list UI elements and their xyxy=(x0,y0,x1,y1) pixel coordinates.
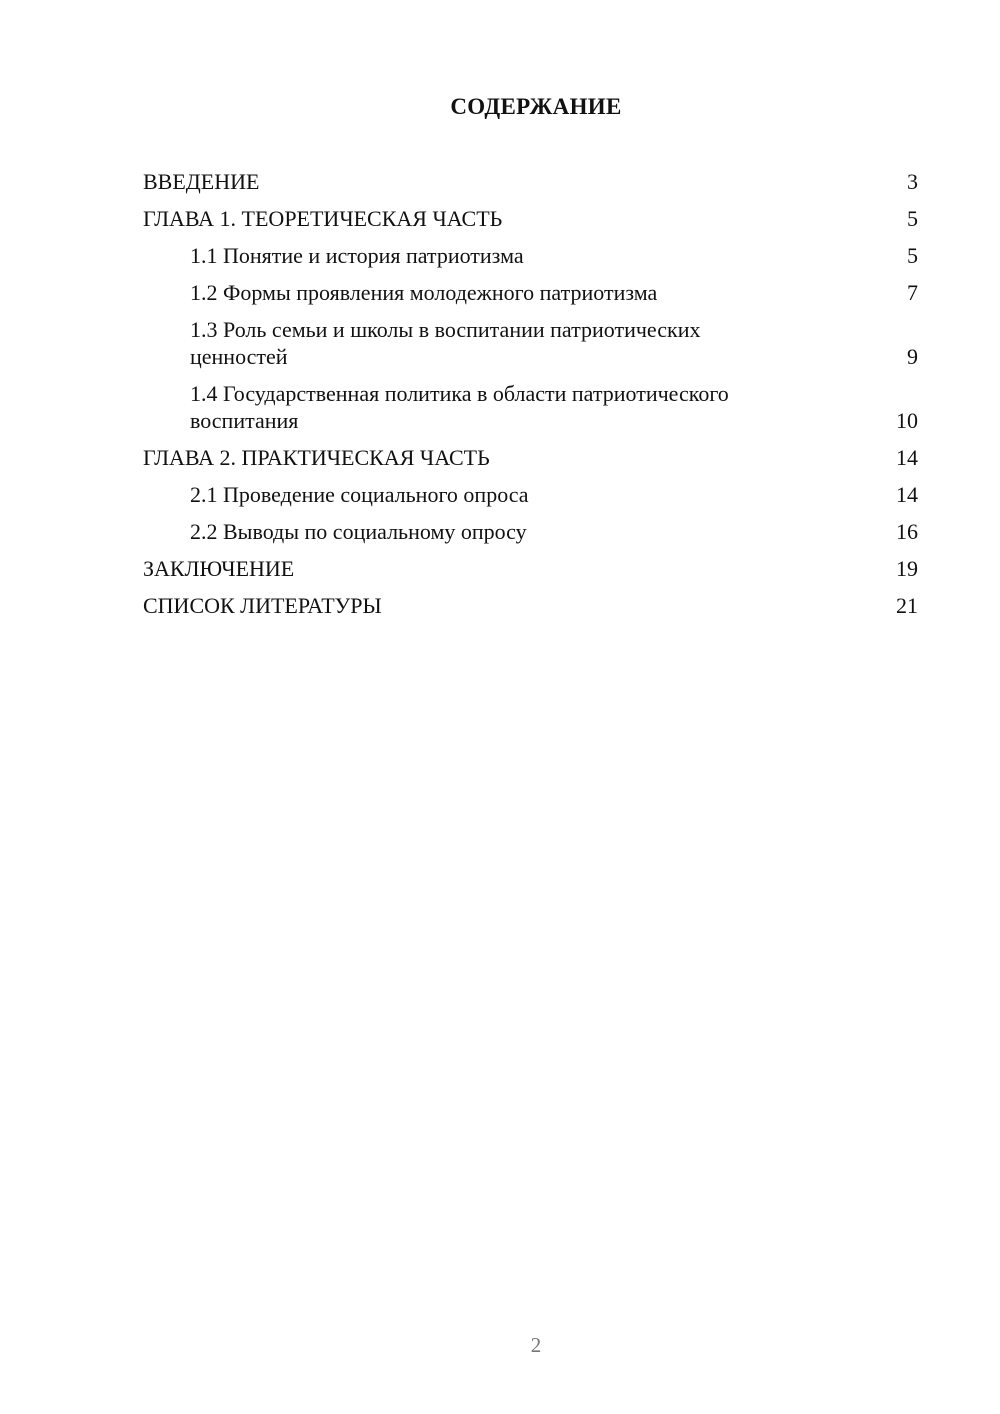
toc-entry-text: 1.3 Роль семьи и школы в воспитании патриотических ценностей xyxy=(190,317,701,369)
toc-entry-page: 3 xyxy=(907,169,918,194)
toc-entry-introduction[interactable] xyxy=(143,168,918,195)
toc-entry-text: 1.1 Понятие и история патриотизма xyxy=(190,243,524,268)
toc-entry-section-2-2[interactable] xyxy=(143,518,918,545)
toc-entry-text: ГЛАВА 2. ПРАКТИЧЕСКАЯ ЧАСТЬ xyxy=(143,445,490,470)
toc-entry-page: 14 xyxy=(896,482,918,507)
toc-entry-text: 1.2 Формы проявления молодежного патриотизма xyxy=(190,280,658,305)
toc-entry-section-1-1[interactable] xyxy=(143,242,918,269)
toc-entry-section-2-1[interactable] xyxy=(143,481,918,508)
toc-entry-chapter-1[interactable] xyxy=(143,205,918,232)
toc-entry-page: 16 xyxy=(896,519,918,544)
toc-entry-section-1-2[interactable] xyxy=(143,279,918,306)
toc-entry-references[interactable] xyxy=(143,592,918,619)
toc-entry-text: 2.2 Выводы по социальному опросу xyxy=(190,519,527,544)
toc-entry-page: 9 xyxy=(907,344,918,369)
toc-entry-text: ВВЕДЕНИЕ xyxy=(143,169,260,194)
toc-entry-page: 7 xyxy=(907,280,918,305)
toc-entry-page: 14 xyxy=(896,445,918,470)
toc-entry-conclusion[interactable] xyxy=(143,555,918,582)
toc-entry-page: 10 xyxy=(896,408,918,433)
toc-entry-text: ЗАКЛЮЧЕНИЕ xyxy=(143,556,295,581)
page-number: 2 xyxy=(530,1333,542,1357)
toc-entry-page: 21 xyxy=(896,593,918,618)
toc-entry-chapter-2[interactable] xyxy=(143,444,918,471)
toc-entry-page: 19 xyxy=(896,556,918,581)
toc-entry-text: СПИСОК ЛИТЕРАТУРЫ xyxy=(143,593,382,618)
toc-entry-page: 5 xyxy=(907,206,918,231)
toc-entry-text: 1.4 Государственная политика в области патриотического воспитания xyxy=(190,381,729,433)
toc-entry-text: 2.1 Проведение социального опроса xyxy=(190,482,529,507)
toc-entry-section-1-4[interactable] xyxy=(143,380,918,434)
toc-title: СОДЕРЖАНИЕ xyxy=(450,94,622,119)
toc-entry-page: 5 xyxy=(907,243,918,268)
toc-entry-text: ГЛАВА 1. ТЕОРЕТИЧЕСКАЯ ЧАСТЬ xyxy=(143,206,503,231)
toc-entry-section-1-3[interactable] xyxy=(143,316,918,370)
table-of-contents xyxy=(143,168,918,629)
